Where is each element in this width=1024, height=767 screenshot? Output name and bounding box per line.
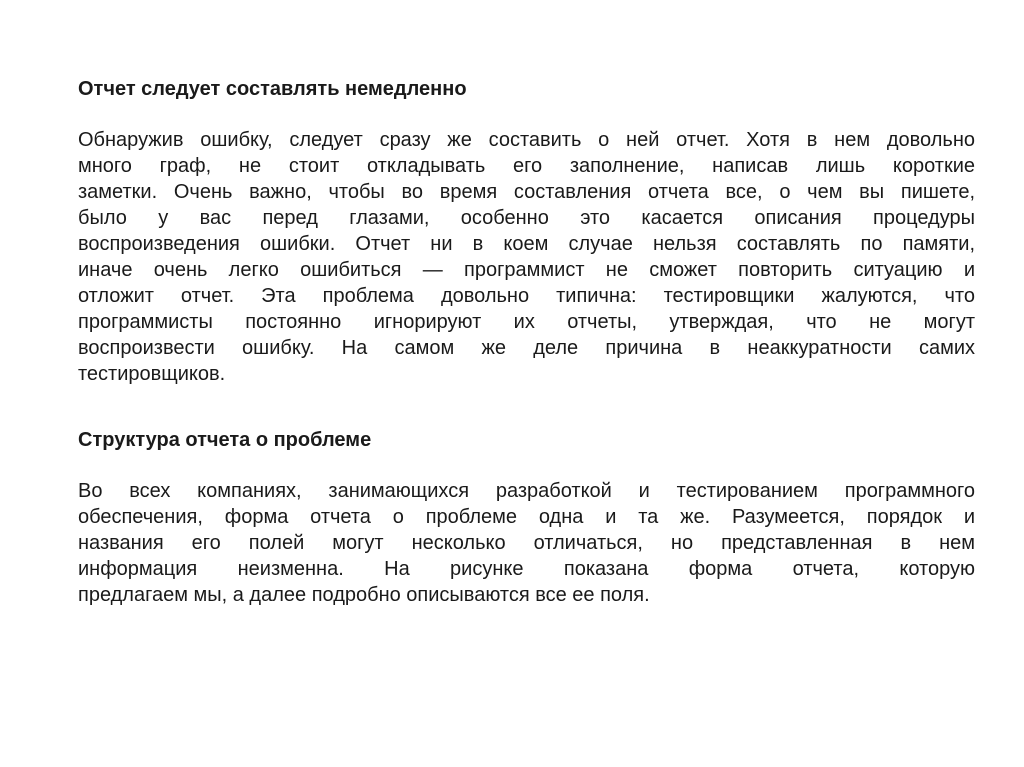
text-line: информация неизменна. На рисунке показана форма отчета, которую xyxy=(78,558,975,580)
text-line: тестировщиков. xyxy=(78,363,226,385)
text-line: отложит отчет. Эта проблема довольно типична: тестировщики жалуются, что xyxy=(78,285,975,307)
text-line: предлагаем мы, а далее подробно описываются все ее поля. xyxy=(78,584,650,606)
text-line: названия его полей могут несколько отличаться, но представленная в нем xyxy=(78,532,975,554)
section-heading-report-immediately: Отчет следует составлять немедленно xyxy=(78,78,467,100)
text-line: Обнаружив ошибку, следует сразу же составить о ней отчет. Хотя в нем довольно xyxy=(78,129,975,151)
text-line: программисты постоянно игнорируют их отчеты, утверждая, что не могут xyxy=(78,311,975,333)
text-line: Во всех компаниях, занимающихся разработкой и тестированием программного xyxy=(78,480,975,502)
section-heading-report-structure: Структура отчета о проблеме xyxy=(78,429,372,451)
text-line: воспроизведения ошибки. Отчет ни в коем случае нельзя составлять по памяти, xyxy=(78,233,975,255)
paragraph-report-immediately xyxy=(78,127,975,387)
text-line: иначе очень легко ошибиться — программист не сможет повторить ситуацию и xyxy=(78,259,975,281)
document-page xyxy=(78,0,978,767)
text-line: обеспечения, форма отчета о проблеме одна и та же. Разумеется, порядок и xyxy=(78,506,975,528)
text-line: заметки. Очень важно, чтобы во время составления отчета все, о чем вы пишете, xyxy=(78,181,975,203)
paragraph-report-structure xyxy=(78,478,975,608)
text-line: было у вас перед глазами, особенно это касается описания процедуры xyxy=(78,207,975,229)
text-line: воспроизвести ошибку. На самом же деле причина в неаккуратности самих xyxy=(78,337,975,359)
text-line: много граф, не стоит откладывать его заполнение, написав лишь короткие xyxy=(78,155,975,177)
